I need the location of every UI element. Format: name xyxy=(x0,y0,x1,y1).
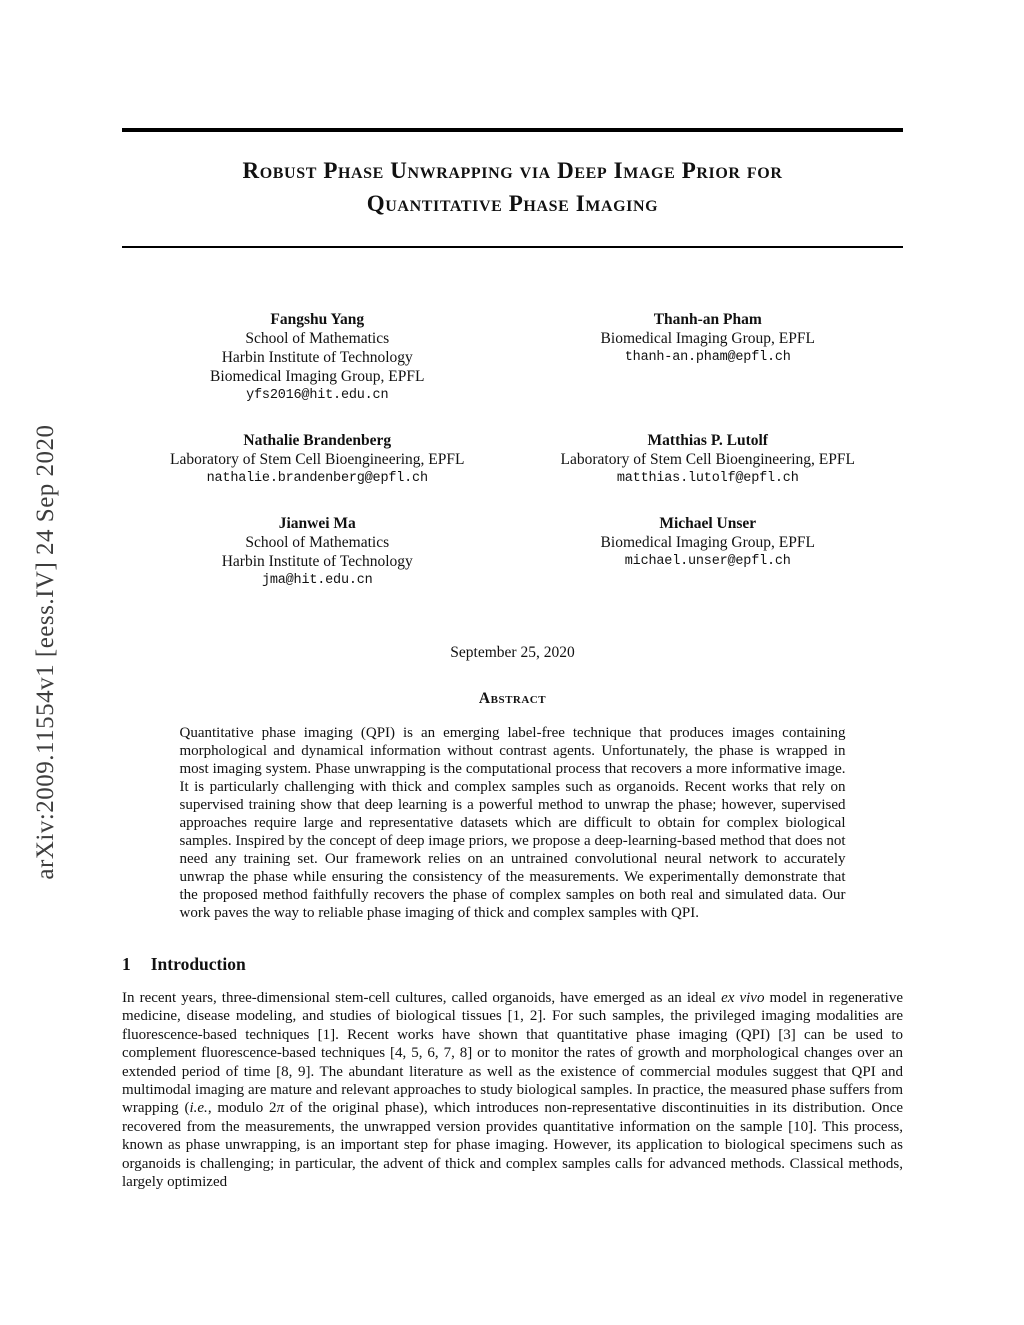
author-email: nathalie.brandenberg@epfl.ch xyxy=(206,471,428,486)
author-email: jma@hit.edu.cn xyxy=(261,573,373,588)
title-rule-bottom xyxy=(122,246,903,248)
author-matthias-lutolf xyxy=(513,431,904,488)
author-name: Nathalie Brandenberg xyxy=(243,432,392,449)
section-number: 1 xyxy=(122,954,131,974)
title-line-1: Robust Phase Unwrapping via Deep Image Prior for xyxy=(242,158,783,183)
author-michael-unser xyxy=(513,514,904,590)
author-name: Thanh-an Pham xyxy=(653,311,762,328)
author-affiliation: Laboratory of Stem Cell Bioengineering, EPFL xyxy=(560,451,855,468)
arxiv-watermark: arXiv:2009.11554v1 [eess.IV] 24 Sep 2020 xyxy=(32,424,59,880)
author-block xyxy=(122,310,903,590)
paper-content xyxy=(122,0,903,1191)
submission-date: September 25, 2020 xyxy=(450,644,575,661)
abstract-heading: Abstract xyxy=(478,690,547,707)
author-jianwei-ma xyxy=(122,514,513,590)
introduction-paragraph: In recent years, three-dimensional stem-cell cultures, called organoids, have emerged as an ideal ex vivo model in regenerative medicine, disease modeling, and studies of biological tissues [1, 2]. For such samples, the privileged imaging modalities are fluorescence-based techniques [1]. Recent works have shown that quantitative phase imaging (QPI) [3] can be used to complement fluorescence-based techniques [4, 5, 6, 7, 8] or to monitor the rates of growth and morphological changes over an extended period of time [8, 9]. The abundant literature as well as the existence of commercial modules suggest that QPI and multimodal imaging are mature and relevant approaches to study biological samples. In practice, the measured phase suffers from wrapping (i.e., modulo 2π of the original phase), which introduces non-representative discontinuities in its distribution. Once recovered from the measurements, the unwrapped version provides quantitative information on the sample [10]. This process, known as phase unwrapping, is an important step for phase imaging. However, its application to biological specimens such as organoids is challenging; in particular, the advent of thick and complex samples calls for advanced methods. Classical methods, largely optimized xyxy=(122,990,904,1191)
author-affiliation: School of Mathematics xyxy=(245,534,390,551)
author-email: yfs2016@hit.edu.cn xyxy=(246,388,389,403)
author-affiliation: Harbin Institute of Technology xyxy=(221,553,413,570)
paper-title xyxy=(122,154,903,220)
title-rule-top xyxy=(122,128,903,132)
title-line-2: Quantitative Phase Imaging xyxy=(366,191,659,216)
author-affiliation: School of Mathematics xyxy=(245,330,390,347)
author-name: Fangshu Yang xyxy=(270,311,365,328)
author-affiliation: Laboratory of Stem Cell Bioengineering, EPFL xyxy=(170,451,465,468)
section-1-heading xyxy=(122,954,903,975)
author-nathalie-brandenberg xyxy=(122,431,513,488)
author-email: thanh-an.pham@epfl.ch xyxy=(624,350,791,365)
author-name: Michael Unser xyxy=(659,515,757,532)
section-title: Introduction xyxy=(150,954,246,974)
author-email: matthias.lutolf@epfl.ch xyxy=(616,471,799,486)
author-affiliation: Biomedical Imaging Group, EPFL xyxy=(600,534,815,551)
author-thanh-an-pham xyxy=(513,310,904,405)
abstract-text: Quantitative phase imaging (QPI) is an emerging label-free technique that produces images containing morphological and dynamical information without contrast agents. Unfortunately, the phase is wrapped in most imaging system. Phase unwrapping is the computational process that recovers a more informative image. It is particularly challenging with thick and complex samples such as organoids. Recent works that rely on supervised training show that deep learning is a powerful method to unwrap the phase; however, supervised approaches require large and representative datasets which are difficult to obtain for complex biological samples. Inspired by the concept of deep image priors, we propose a deep-learning-based method that does not need any training set. Our framework relies on an untrained convolutional neural network to accurately unwrap the phase while ensuring the consistency of the measurements. We experimentally demonstrate that the proposed method faithfully recovers the phase of complex samples on both real and simulated data. Our work paves the way to reliable phase imaging of thick and complex samples with QPI. xyxy=(179,725,846,921)
author-fangshu-yang xyxy=(122,310,513,405)
author-affiliation: Biomedical Imaging Group, EPFL xyxy=(600,330,815,347)
author-name: Matthias P. Lutolf xyxy=(647,432,768,449)
author-email: michael.unser@epfl.ch xyxy=(624,554,791,569)
author-affiliation: Biomedical Imaging Group, EPFL xyxy=(210,368,425,385)
author-affiliation: Harbin Institute of Technology xyxy=(221,349,413,366)
author-name: Jianwei Ma xyxy=(278,515,356,532)
